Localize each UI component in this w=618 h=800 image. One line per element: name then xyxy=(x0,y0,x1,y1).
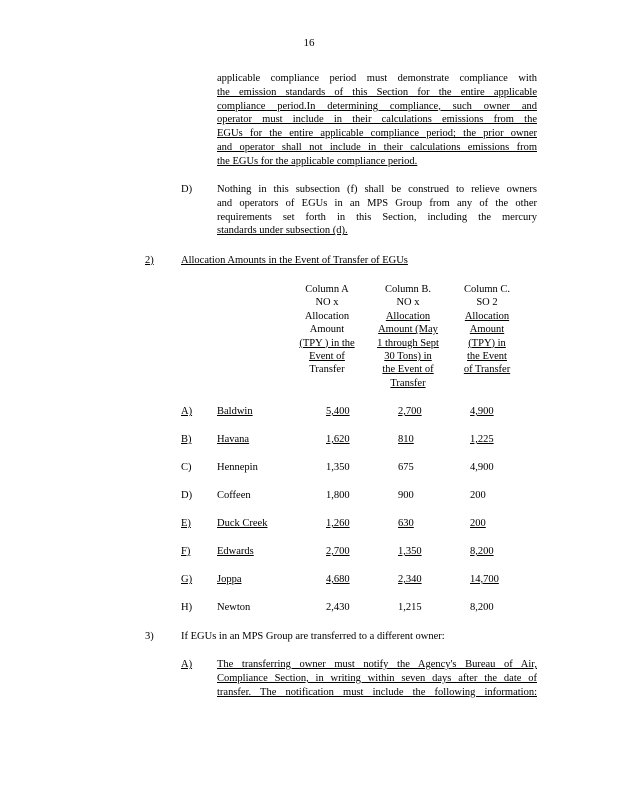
row-col-c: 14,700 xyxy=(470,574,499,585)
column-c-line: Amount xyxy=(469,324,505,336)
column-c-line: of Transfer xyxy=(463,364,511,376)
row-col-c: 4,900 xyxy=(470,406,494,417)
page-number: 16 xyxy=(303,37,315,49)
row-letter: B) xyxy=(181,434,192,445)
row-col-a: 5,400 xyxy=(326,406,350,417)
row-name: Havana xyxy=(217,434,250,445)
row-col-b: 675 xyxy=(398,462,414,473)
item-d-line: and operators of EGUs in an MPS Group from any of the other xyxy=(217,197,537,209)
item-d-line: standards under subsection (d). xyxy=(217,225,348,237)
section-2-heading: Allocation Amounts in the Event of Transfer of EGUs xyxy=(181,255,408,266)
column-b-line: Amount (May xyxy=(378,324,438,336)
row-col-b: 1,215 xyxy=(398,602,422,613)
column-b-line: 30 Tons) in xyxy=(384,351,432,363)
row-col-c: 8,200 xyxy=(470,602,494,613)
row-name: Coffeen xyxy=(217,490,251,501)
column-b-header xyxy=(372,283,444,390)
item-3a-label: A) xyxy=(181,659,193,670)
intro-line: the emission standards of this Section for the entire applicable xyxy=(217,86,537,98)
row-letter: G) xyxy=(181,574,193,585)
row-letter: F) xyxy=(181,546,191,557)
row-col-b: 630 xyxy=(398,518,414,529)
row-col-c: 200 xyxy=(470,518,486,529)
column-a-line: Column A xyxy=(305,284,349,295)
row-col-a: 1,260 xyxy=(326,518,350,529)
item-d-paragraph xyxy=(217,183,537,238)
row-name: Edwards xyxy=(217,546,254,557)
intro-line: and operator shall not include in their calculations emissions from xyxy=(217,141,537,153)
item-d-line: Nothing in this subsection (f) shall be construed to relieve owners xyxy=(217,184,537,195)
table-row xyxy=(181,518,541,532)
row-letter: D) xyxy=(181,490,193,501)
table-row xyxy=(181,546,541,560)
column-b-line: the Event of xyxy=(382,364,434,376)
column-b-line: Column B. xyxy=(384,284,432,295)
intro-line: EGUs for the entire applicable compliance period; the prior owner xyxy=(217,128,537,140)
item-3a-line: The transferring owner must notify the Agency's Bureau of Air, xyxy=(217,659,537,670)
column-a-line: Amount xyxy=(309,324,345,336)
row-col-b: 900 xyxy=(398,490,414,501)
item-3a-line: Compliance Section, in writing within seven days after the date of xyxy=(217,672,537,684)
row-letter: H) xyxy=(181,602,193,613)
row-letter: A) xyxy=(181,406,193,417)
row-col-c: 8,200 xyxy=(470,546,494,557)
row-col-a: 2,430 xyxy=(326,602,350,613)
column-c-line: Allocation xyxy=(464,310,510,322)
row-letter: C) xyxy=(181,462,192,473)
row-col-b: 2,700 xyxy=(398,406,422,417)
row-name: Hennepin xyxy=(217,462,258,473)
intro-line: applicable compliance period must demonstrate compliance with xyxy=(217,73,537,84)
row-col-b: 1,350 xyxy=(398,546,422,557)
item-d-line: requirements set forth in this Section, including the mercury xyxy=(217,211,537,223)
column-c-header xyxy=(455,283,519,377)
row-col-c: 1,225 xyxy=(470,434,494,445)
row-col-c: 200 xyxy=(470,490,486,501)
item-3a-line: transfer. The notification must include the following information: xyxy=(217,686,537,698)
column-b-line: Allocation xyxy=(385,310,431,322)
item-d-label: D) xyxy=(181,184,193,195)
row-col-b: 2,340 xyxy=(398,574,422,585)
table-row xyxy=(181,574,541,588)
column-b-line: Transfer xyxy=(390,377,426,389)
column-c-line: Column C. xyxy=(463,284,511,295)
column-c-line: (TPY) in xyxy=(468,337,506,349)
row-col-c: 4,900 xyxy=(470,462,494,473)
table-row xyxy=(181,490,541,504)
column-b-line: 1 through Sept xyxy=(377,337,439,349)
row-name: Newton xyxy=(217,602,251,613)
row-col-a: 1,350 xyxy=(326,462,350,473)
column-a-line: NO x xyxy=(315,297,339,309)
column-a-line: Event of xyxy=(309,351,345,363)
row-col-a: 2,700 xyxy=(326,546,350,557)
table-row xyxy=(181,602,541,616)
column-a-line: Allocation xyxy=(304,310,350,322)
column-a-line: (TPY ) in the xyxy=(299,337,355,349)
row-name: Joppa xyxy=(217,574,242,585)
intro-line: the EGUs for the applicable compliance period. xyxy=(217,155,418,167)
section-3-number: 3) xyxy=(145,631,154,642)
table-row xyxy=(181,434,541,448)
column-a-line: Transfer xyxy=(309,364,345,376)
intro-line: operator must include in their calculations emissions from the xyxy=(217,114,537,126)
intro-paragraph xyxy=(217,72,537,169)
column-b-line: NO x xyxy=(396,297,420,309)
row-col-a: 1,800 xyxy=(326,490,350,501)
row-name: Duck Creek xyxy=(217,518,268,529)
row-col-b: 810 xyxy=(398,434,414,445)
section-3-heading: If EGUs in an MPS Group are transferred to a different owner: xyxy=(181,631,445,642)
row-col-a: 1,620 xyxy=(326,434,350,445)
intro-line: compliance period.In determining compliance, such owner and xyxy=(217,100,537,112)
row-letter: E) xyxy=(181,518,191,529)
column-c-line: the Event xyxy=(467,351,507,363)
table-row xyxy=(181,406,541,420)
row-col-a: 4,680 xyxy=(326,574,350,585)
item-3a-paragraph xyxy=(217,658,537,699)
row-name: Baldwin xyxy=(217,406,253,417)
table-row xyxy=(181,462,541,476)
column-c-line: SO 2 xyxy=(476,297,498,309)
column-a-header xyxy=(294,283,360,377)
section-2-number: 2) xyxy=(145,255,154,266)
